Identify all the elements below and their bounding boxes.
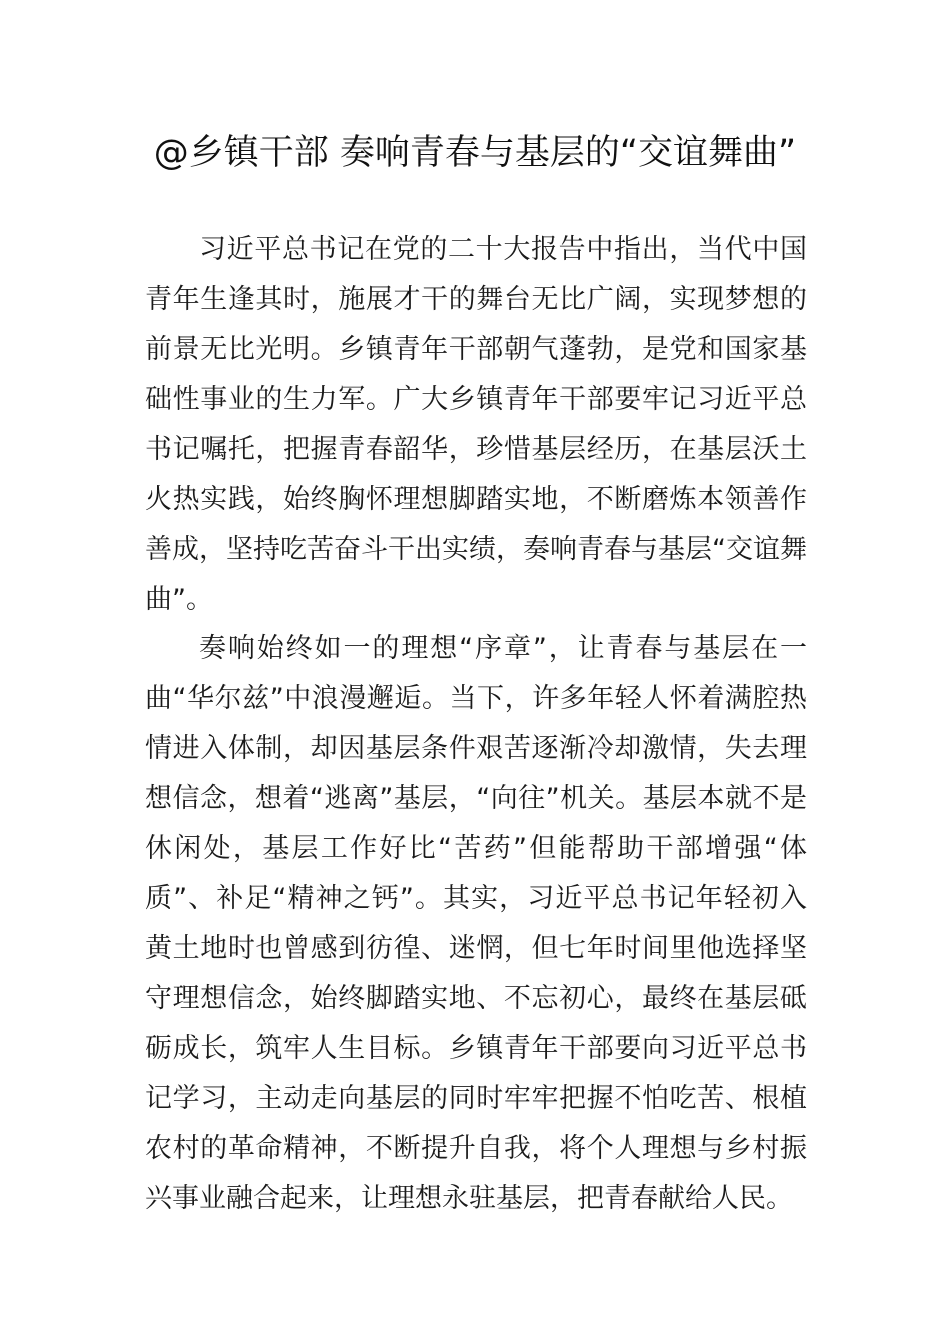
body-paragraph-2: 奏响始终如一的理想“序章”，让青春与基层在一曲“华尔兹”中浪漫邂逅。当下，许多年轻人怀着满腔热情进入体制，却因基层条件艰苦逐渐冷却激情，失去理想信念，想着“逃离”基层，“向往”机关。基层本就不是休闲处，基层工作好比“苦药”但能帮助干部增强“体质”、补足“精神之钙”。其实，习近平总书记年轻初入黄土地时也曾感到彷徨、迷惘，但七年时间里他选择坚守理想信念，始终脚踏实地、不忘初心，最终在基层砥砺成长，筑牢人生目标。乡镇青年干部要向习近平总书记学习，主动走向基层的同时牢牢把握不怕吃苦、根植农村的革命精神，不断提升自我，将个人理想与乡村振兴事业融合起来，让理想永驻基层，把青春献给人民。 [145, 633, 807, 1214]
body-paragraph-1: 习近平总书记在党的二十大报告中指出，当代中国青年生逢其时，施展才干的舞台无比广阔，实现梦想的前景无比光明。乡镇青年干部朝气蓬勃，是党和国家基础性事业的生力军。广大乡镇青年干部要牢记习近平总书记嘱托，把握青春韶华，珍惜基层经历，在基层沃土火热实践，始终胸怀理想脚踏实地，不断磨炼本领善作善成，坚持吃苦奋斗干出实绩，奏响青春与基层“交谊舞曲”。 [145, 234, 807, 615]
document-title: @乡镇干部 奏响青春与基层的“交谊舞曲” [153, 133, 797, 173]
